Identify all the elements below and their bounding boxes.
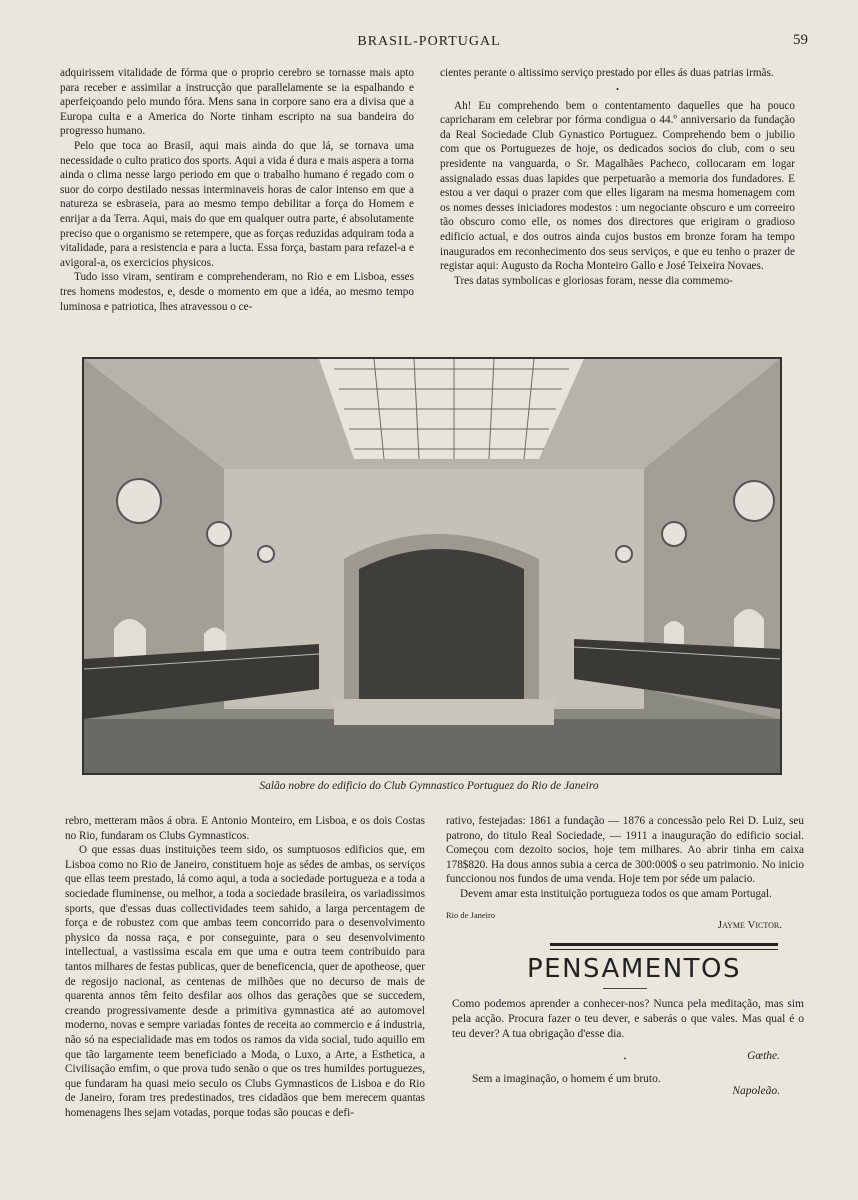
paragraph: Devem amar esta instituição portugueza todos os que amam Portugal. bbox=[460, 887, 772, 900]
paragraph: O que essas duas instituições teem sido, os sumptuosos edificios que, em Lisboa como no Rio de Janeiro, constituem hoje as sédes de ambas, os serviços que ellas teem prestado, lá como aqui, a toda a sociedade portugueza e a toda a sociedade fluminense, ou melhor, a toda a sociedade brasileira, os variadissimos sports, que d'essas duas collectividades teem sahido, a larga percentagem de força e de robustez com que ambas teem concorrido para o desenvolvimento physico da nossa raça, e por conseguinte, para o seu desenvolvimento intellectual, a vastissima escala em que uma e outra teem contribuido para tantos milhares de festas publicas, quer de beneficencia, quer de apotheose, quer de regosijo nacional, as centenas de milhões que no decurso de mais de quarenta annos têm feito desfilar aos olhos das gerações que se succedem, creando progressivamente desde a primitiva gymnastica até ao automovel moderno, novas e sempre variadas fontes de receita ao commercio e á industria, não só na especialidade mas em todos os ramos da vida social, tudo aquillo em que tão largamente teem beneficiado a Moda, o Luxo, a Arte, a Esthetica, a Civilisação emfim, o que prova tudo senão o que os tres humildes portuguezes, que fundaram ha quasi meio seculo os Clubs Gymnasticos de Lisboa e do Rio de Janeiro, foram tres predestinados, tres cidadãos que bem merecem quantas homenagens lhes sejam votadas, porque todas são poucas e defi- bbox=[65, 844, 425, 1119]
paragraph: Ah! Eu comprehendo bem o contentamento daquelles que ha pouco capricharam em celebrar por fórma condigua o 44.º anniversario da fundação da Real Sociedade Club Gynastico Portuguez. Comprehendo bem o jubilio com que os Portuguezes de hoje, os dedicados socios do club, com o seu presidente na vanguarda, o Sr. Magalhães Pacheco, collocaram em logar assignalado essas duas lapides que perpetuarão a memoria dos fundadores. E estou a ver daqui o prazer com que elles ligaram na mesma homenagem com os nomes desses iniciadores modestos : um negociante obscuro e um correeiro tão obscuro como elle, os nomes dos directores que erigiram o gradioso edificio actual, e dos outros ainda cujos bustos em bronze foram ha tempo inaugurados em reconhecimento dos seus serviços, e que eu tenho o prazer de registar aqui: Augusto da Rocha Monteiro Gallo e José Teixeira Novaes. bbox=[440, 99, 795, 273]
divider-thick bbox=[550, 943, 778, 946]
paragraph: Tres datas symbolicas e gloriosas foram, nesse dia commemo- bbox=[454, 274, 733, 287]
photo-caption: Salão nobre do edificio do Club Gymnastico Portuguez do Rio de Janeiro bbox=[259, 780, 599, 792]
page-number: 59 bbox=[793, 32, 808, 48]
hall-interior-illustration bbox=[84, 359, 780, 773]
quote-goethe: Como podemos aprender a conhecer-nos? Nunca pela meditação, mas sim pela acção. Procura fazer o teu dever, e saberás o que vales. Mas qual é o teu dever? A tua obrigação d'esse dia. bbox=[452, 998, 804, 1040]
dateline-place: Rio de Janeiro bbox=[446, 909, 496, 920]
column-bottom-right bbox=[446, 814, 804, 1099]
column-top-right bbox=[440, 66, 795, 288]
paragraph: adquirissem vitalidade de fórma que o proprio cerebro se tornasse mais apto para receber e assimilar a instrucção que parallelamente se ia espalhando e aperfeiçoando pelo mundo fóra. Mens sana in corpore sano era a divisa que a Europa culta e a America do Norte tinham escripto na sua bandeira do progresso humano. bbox=[60, 67, 414, 138]
quote-author-goethe: Gœthe. bbox=[747, 1050, 780, 1063]
column-bottom-left bbox=[65, 814, 425, 1120]
divider-thin bbox=[550, 949, 778, 950]
quote-napoleon: Sem a imaginação, o homem é um bruto. bbox=[472, 1072, 661, 1085]
section-dot-ornament: • bbox=[616, 84, 619, 94]
paragraph: rebro, metteram mãos á obra. E Antonio Monteiro, em Lisboa, e os dois Costas no Rio, fundaram os Clubs Gymnasticos. bbox=[65, 815, 425, 842]
pensamentos-title: PENSAMENTOS bbox=[527, 953, 741, 984]
column-top-left bbox=[60, 66, 414, 314]
paragraph: cientes perante o altissimo serviço prestado por elles ás duas patrias irmãs. bbox=[440, 67, 774, 79]
short-divider bbox=[603, 988, 647, 989]
hall-photograph bbox=[82, 357, 782, 775]
paragraph: Pelo que toca ao Brasil, aqui mais ainda do que lá, se tornava uma necessidade o culto pratico dos sports. Aqui a vida é dura e mais aspera a torna ainda o clima nesse largo periodo em que o trabalho humano é regado com o suor do corpo destilado nessas interminaveis horas de calor intenso em que a natureza se esbraseia, para ao mesmo tempo debilitar a força do Homem e enrijar a da Terra. Aqui, mais do que em qualquer outra parte, é absolutamente preciso que o organismo se retempere, que as forças reduzidas adquiram toda a vitalidade, para a resistencia e para a lucta. Essa força, bastam para refazel-a e avigoral-a, os exercicios physicos. bbox=[60, 139, 414, 269]
paragraph: Tudo isso viram, sentiram e comprehenderam, no Rio e em Lisboa, esses tres homens modestos, e, desde o momento em que a idéa, ao mesmo tempo luminosa e patriotica, lhes atravessou o ce- bbox=[60, 271, 414, 313]
separator-dot: • bbox=[623, 1054, 627, 1063]
author-signature: Jayme Victor. bbox=[717, 919, 782, 932]
paragraph: rativo, festejadas: 1861 a fundação — 1876 a concessão pelo Rei D. Luiz, seu patrono, do titulo Real Sociedade, — 1911 a inauguração do edificio social. Começou com dezoito socios, hoje tem milhares. Ao abrir tinha em caixa 178$820. Ha dous annos subia a cerca de 300:000$ o seu patrimonio. No inicio funccionou nos fundos de uma venda. Hoje tem por séde um palacio. bbox=[446, 815, 804, 886]
quote-author-napoleon: Napoleão. bbox=[732, 1085, 780, 1098]
running-header-title: BRASIL-PORTUGAL bbox=[357, 34, 501, 49]
